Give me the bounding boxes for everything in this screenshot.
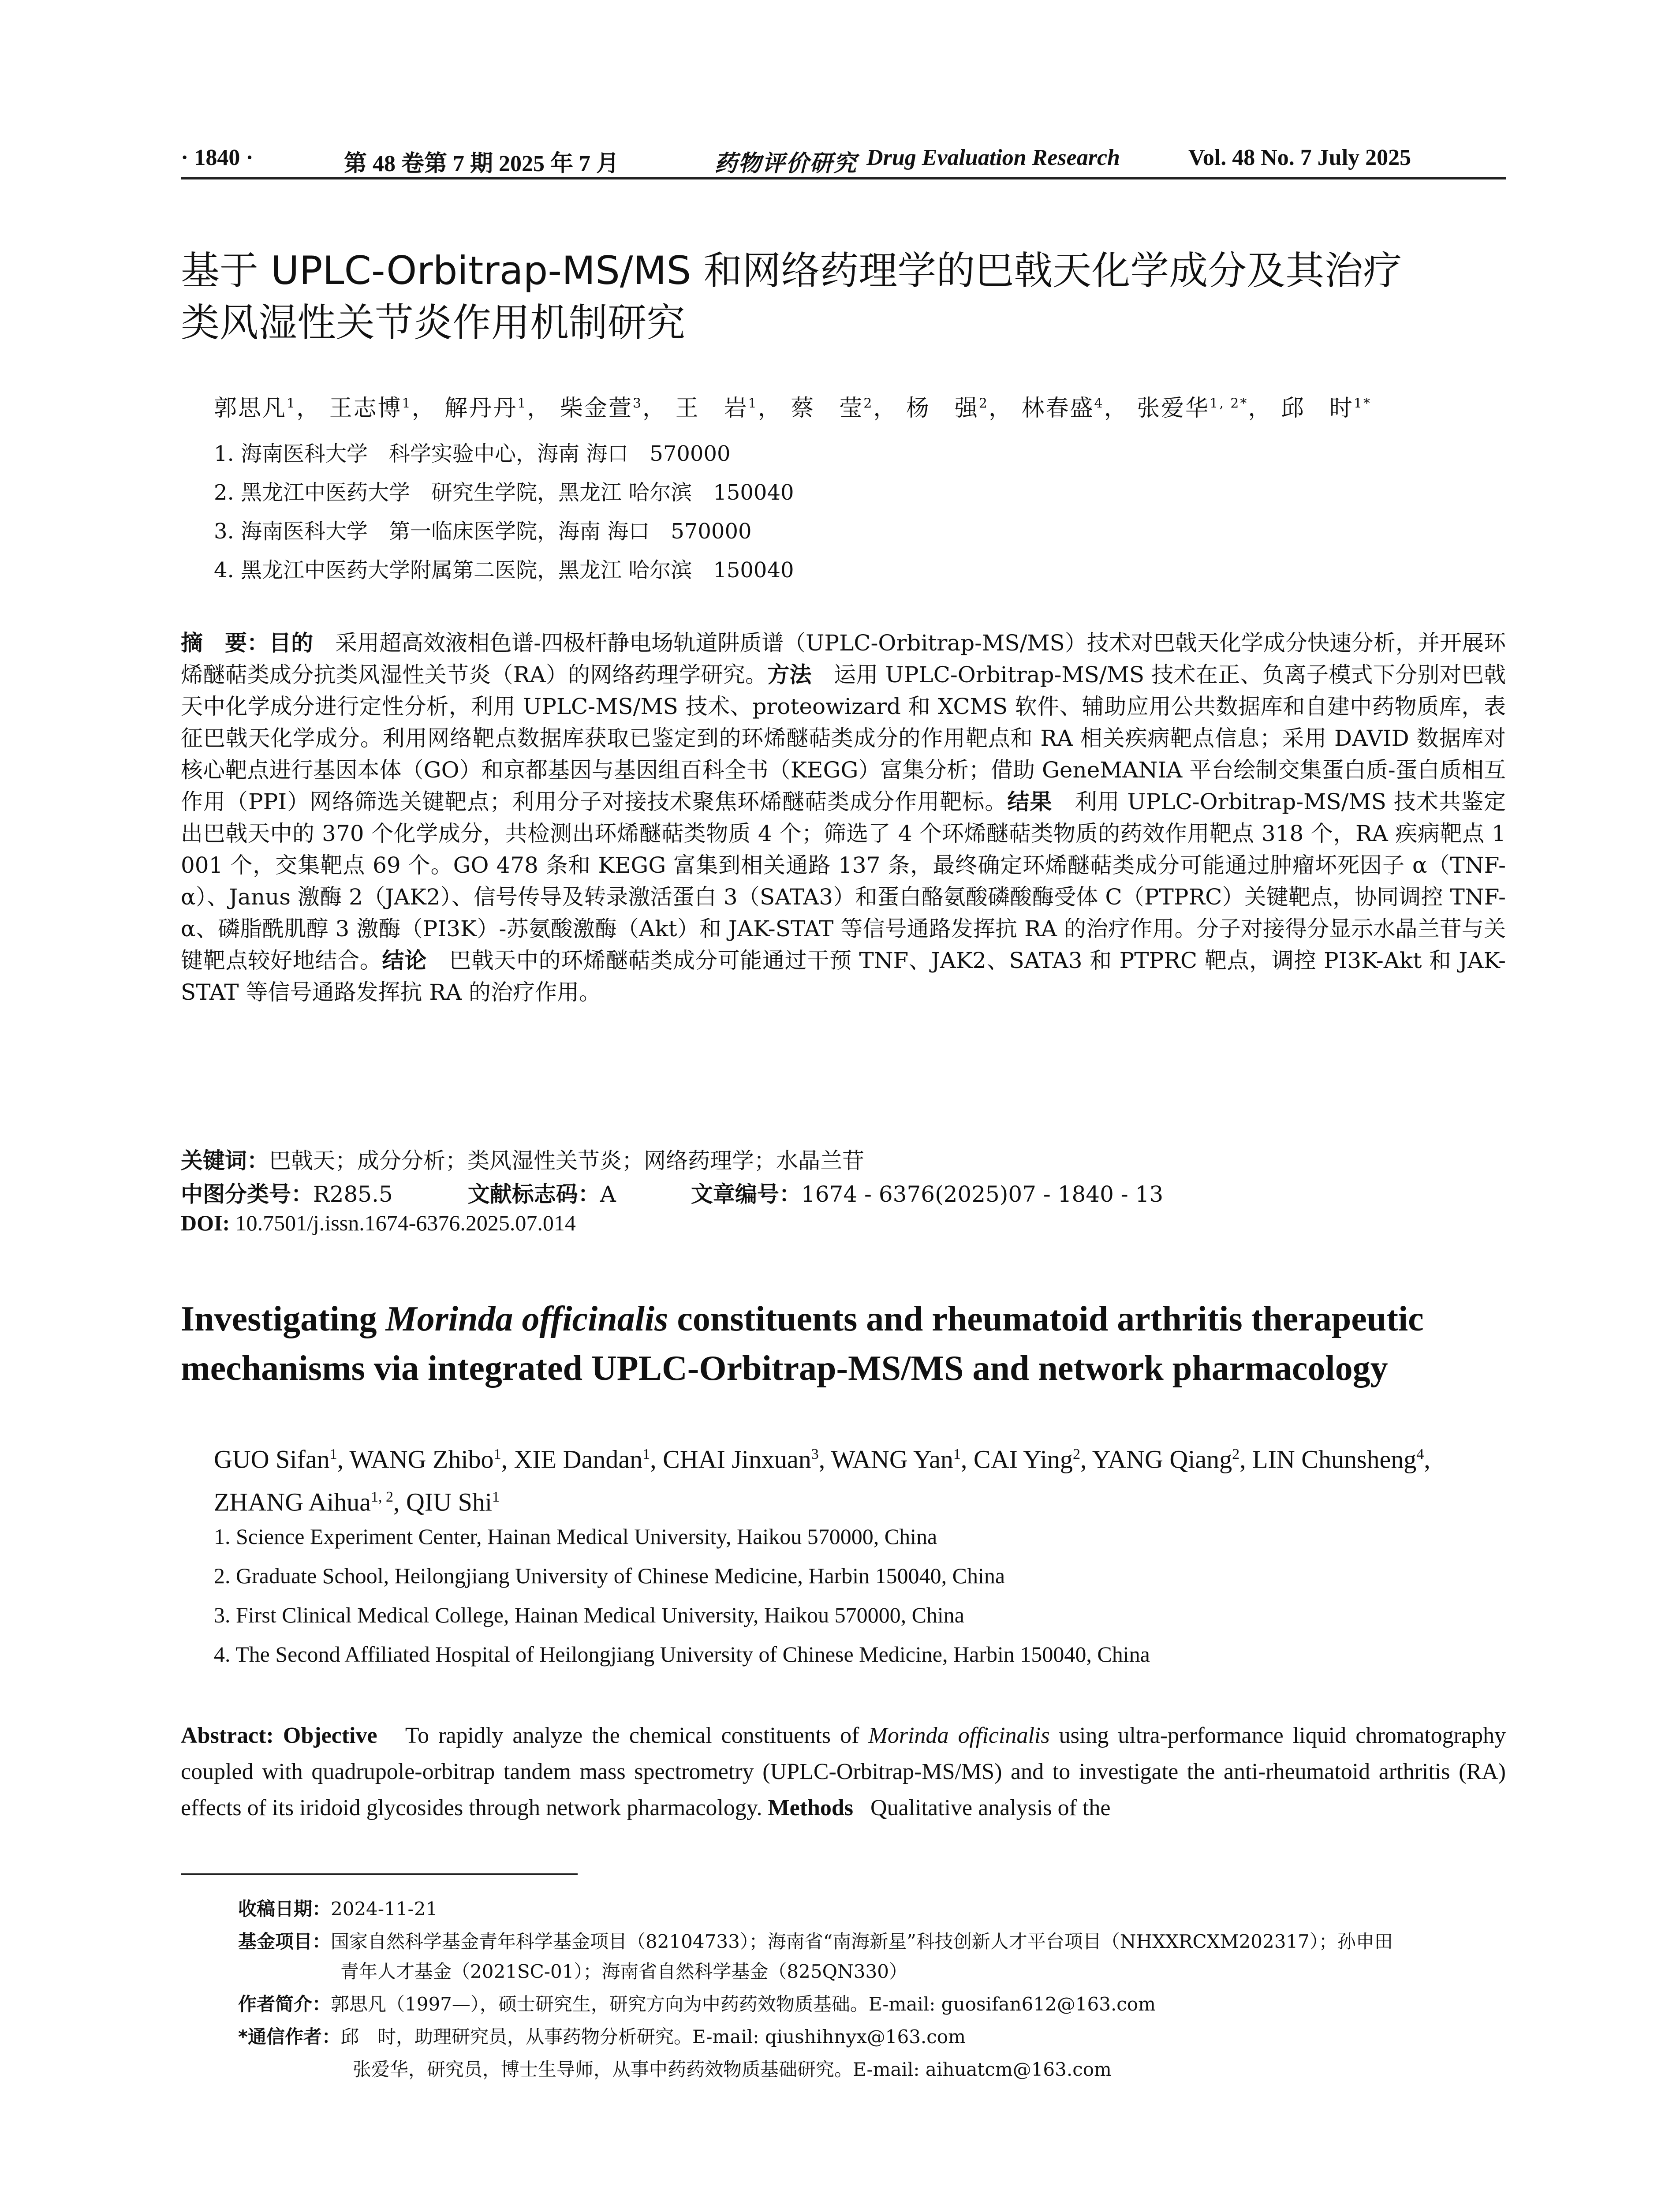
- doi-line: [181, 1210, 576, 1236]
- objective-label: 目的: [269, 630, 314, 656]
- author-cn: 张爱华$^{1, 2*}$: [1137, 395, 1248, 422]
- keywords-cn: [181, 1143, 864, 1175]
- footnote-fund: 基金项目：国家自然科学基金青年科学基金项目（82104733）；海南省“南海新星”科技创新人才平台项目（NHXXRCXM202317）；孙申田: [238, 1931, 1393, 1952]
- title-cn: [181, 245, 1504, 349]
- journal-logo: 药物评价研究: [714, 150, 858, 177]
- author-cn: 杨 强$^2$: [906, 395, 989, 422]
- affiliation-cn: 1. 海南医科大学 科学实验中心，海南 海口 570000: [214, 441, 731, 466]
- title-en-line1: Investigating Morinda officinalis constituents and rheumatoid arthritis therapeutic: [181, 1300, 1424, 1338]
- affiliation-cn: 4. 黑龙江中医药大学附属第二医院，黑龙江 哈尔滨 150040: [214, 558, 794, 583]
- title-en: [181, 1294, 1506, 1393]
- footnote-corresponding-2: 张爱华，研究员，博士生导师，从事中药药效物质基础研究。E-mail: aihuatcm@163.com: [353, 2059, 1112, 2080]
- footnote-received: 收稿日期：2024-11-21: [238, 1898, 438, 1920]
- clc-value: R285.5: [313, 1181, 393, 1207]
- affiliation-en: 2. Graduate School, Heilongjiang University of Chinese Medicine, Harbin 150040, China: [214, 1563, 1005, 1588]
- affiliation-cn: 2. 黑龙江中医药大学 研究生学院，黑龙江 哈尔滨 150040: [214, 480, 794, 505]
- keywords-value: 巴戟天；成分分析；类风湿性关节炎；网络药理学；水晶兰苷: [269, 1148, 864, 1174]
- issue-en: Vol. 48 No. 7 July 2025: [1188, 145, 1411, 170]
- affiliation-en: 4. The Second Affiliated Hospital of Heilongjiang University of Chinese Medicine, Harbin 150040, China: [214, 1642, 1150, 1667]
- keywords-label: 关键词：: [181, 1148, 269, 1174]
- methods-label: 方法: [767, 662, 812, 688]
- doi-value[interactable]: 10.7501/j.issn.1674-6376.2025.07.014: [235, 1211, 576, 1235]
- title-cn-line2: 类风湿性关节炎作用机制研究: [181, 300, 686, 345]
- affiliation-en: 3. First Clinical Medical College, Hainan Medical University, Haikou 570000, China: [214, 1603, 965, 1627]
- footnote-corresponding: *通信作者：邱 时，助理研究员，从事药物分析研究。E-mail: qiushihnyx@163.com: [238, 2026, 966, 2048]
- title-cn-line1: 基于 UPLC-Orbitrap-MS/MS 和网络药理学的巴戟天化学成分及其治疗: [181, 248, 1402, 293]
- abstract-cn: [181, 627, 1506, 1008]
- methods-en-label: Methods: [768, 1795, 854, 1820]
- doc-code-value: A: [600, 1181, 616, 1207]
- article-number-value: 1674 - 6376(2025)07 - 1840 - 13: [801, 1181, 1164, 1207]
- issue-cn: 第 48 卷第 7 期 2025 年 7 月: [344, 151, 620, 176]
- abstract-en-label: Abstract: Objective: [181, 1723, 377, 1748]
- footnote-rule: [181, 1873, 578, 1875]
- doi-label: DOI:: [181, 1211, 230, 1235]
- author-cn: 王志博$^1$: [329, 395, 412, 422]
- objective-text: 采用超高效液相色谱-四极杆静电场轨道阱质谱（UPLC-Orbitrap-MS/MS）技术对巴戟天化学成分快速分析，并开展环烯醚萜类成分抗类风湿性关节炎（RA）的网络药理学研究。: [181, 630, 1506, 688]
- footnote-fund-cont: 青年人才基金（2021SC-01）；海南省自然科学基金（825QN330）: [340, 1961, 907, 1982]
- title-en-line2: mechanisms via integrated UPLC-Orbitrap-MS/MS and network pharmacology: [181, 1349, 1388, 1388]
- author-cn: 邱 时$^{1*}$: [1281, 395, 1372, 422]
- author-cn: 王 岩$^1$: [675, 395, 758, 422]
- affiliation-cn: 3. 海南医科大学 第一临床医学院，海南 海口 570000: [214, 519, 752, 544]
- abstract-cn-label: 摘 要：: [181, 630, 269, 656]
- authors-en: GUO Sifan$^1$, WANG Zhibo$^1$, XIE Dandan$^1$, CHAI Jinxuan$^3$, WANG Yan$^1$, CAI Ying$^2$, YANG Qiang$^2$, LIN Chunsheng$^4$, ZHANG Aihua$^{1, 2}$, QIU Shi$^1$: [214, 1445, 1430, 1517]
- author-cn: 郭思凡$^1$: [214, 395, 297, 422]
- article-number-label: 文章编号：: [691, 1181, 801, 1207]
- doc-code-label: 文献标志码：: [467, 1181, 600, 1207]
- author-cn: 林春盛$^4$: [1021, 395, 1104, 422]
- abstract-en: Abstract: Objective To rapidly analyze the chemical constituents of Morinda officinalis using ultra-performance liquid chromatography coupled with quadrupole-orbitrap tandem mass spectrometry (UPLC-Orbitrap-MS/MS) and to investigate the anti-rheumatoid arthritis (RA) effects of its iridoid glycosides through network pharmacology. Methods Qualitative analysis of the: [181, 1723, 1506, 1820]
- affiliation-en: 1. Science Experiment Center, Hainan Medical University, Haikou 570000, China: [214, 1524, 937, 1549]
- footnote-author: 作者简介：郭思凡（1997—），硕士研究生，研究方向为中药药效物质基础。E-mail: guosifan612@163.com: [238, 1993, 1156, 2015]
- classification-line: [181, 1177, 1163, 1208]
- author-cn: 蔡 莹$^2$: [791, 395, 874, 422]
- journal-name-en: Drug Evaluation Research: [866, 145, 1120, 170]
- page-number: · 1840 ·: [181, 145, 254, 170]
- header-rule: [181, 177, 1506, 179]
- results-text: 利用 UPLC-Orbitrap-MS/MS 技术共鉴定出巴戟天中的 370 个化学成分，共检测出环烯醚萜类物质 4 个；筛选了 4 个环烯醚萜类物质的药效作用靶点 318 个，RA 疾病靶点 1 001 个，交集靶点 69 个。GO 478 条和 KEGG 富集到相关通路 137 条，最终确定环烯醚萜类成分可能通过肿瘤坏死因子 α（TNF-α）、Janus 激酶 2（JAK2）、信号传导及转录激活蛋白 3（SATA3）和蛋白酪氨酸磷酸酶受体 C（PTPRC）关键靶点，协同调控 TNF-α、磷脂酰肌醇 3 激酶（PI3K）-苏氨酸激酶（Akt）和 JAK-STAT 等信号通路发挥抗 RA 的治疗作用。分子对接得分显示水晶兰苷与关键靶点较好地结合。: [181, 789, 1506, 973]
- conclusion-text: 巴戟天中的环烯醚萜类成分可能通过干预 TNF、JAK2、SATA3 和 PTPRC 靶点，调控 PI3K-Akt 和 JAK-STAT 等信号通路发挥抗 RA 的治疗作用。: [181, 948, 1506, 1005]
- methods-text: 运用 UPLC-Orbitrap-MS/MS 技术在正、负离子模式下分别对巴戟天中化学成分进行定性分析，利用 UPLC-MS/MS 技术、proteowizard 和 XCMS 软件、辅助应用公共数据库和自建中药物质库，表征巴戟天化学成分。利用网络靶点数据库获取已鉴定到的环烯醚萜类成分的作用靶点和 RA 相关疾病靶点信息；采用 DAVID 数据库对核心靶点进行基因本体（GO）和京都基因与基因组百科全书（KEGG）富集分析；借助 GeneMANIA 平台绘制交集蛋白质-蛋白质相互作用（PPI）网络筛选关键靶点；利用分子对接技术聚焦环烯醚萜类成分作用靶标。: [181, 662, 1506, 815]
- results-label: 结果: [1007, 789, 1053, 815]
- author-cn: 柴金萱$^3$: [560, 395, 643, 422]
- conclusion-label: 结论: [382, 948, 427, 973]
- authors-cn: 郭思凡$^1$， 王志博$^1$， 解丹丹$^1$， 柴金萱$^3$， 王 岩$^1$， 蔡 莹$^2$， 杨 强$^2$， 林春盛$^4$， 张爱华$^{1, 2*}$， 邱 时$^{1*}$: [214, 395, 1372, 422]
- author-cn: 解丹丹$^1$: [444, 395, 527, 422]
- clc-label: 中图分类号：: [181, 1181, 313, 1207]
